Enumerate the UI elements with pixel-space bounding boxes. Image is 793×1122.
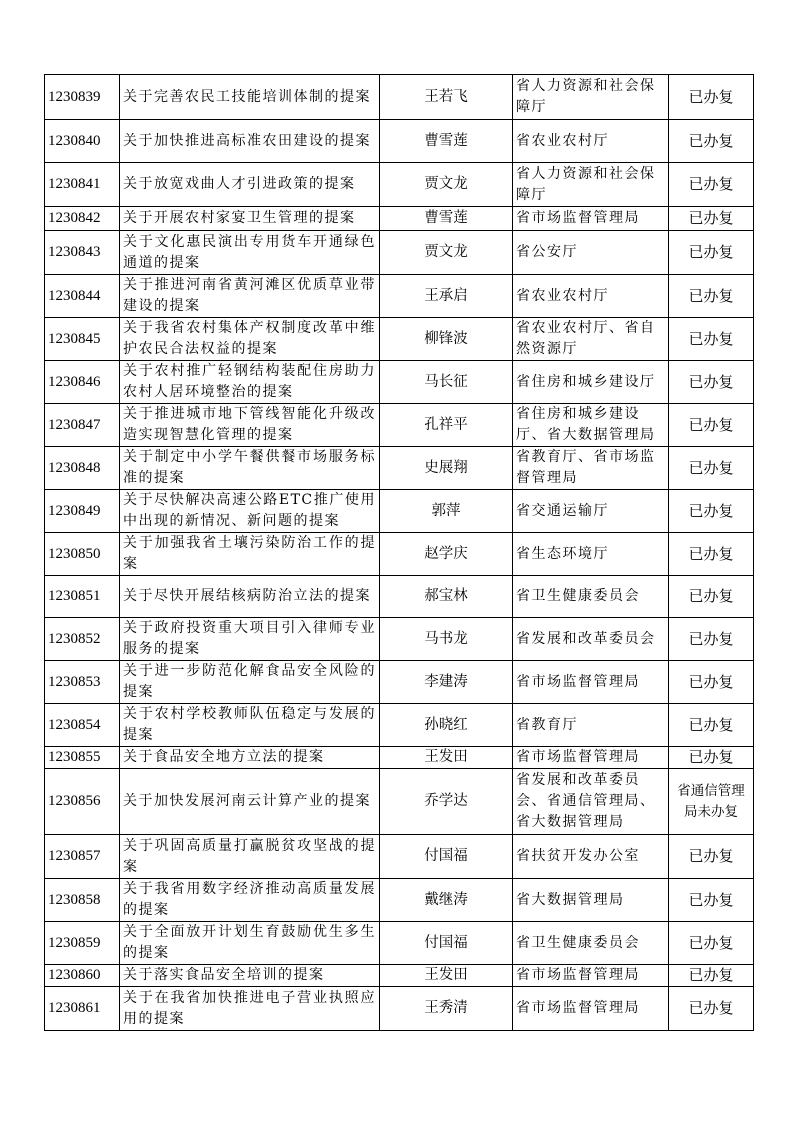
table-row <box>45 163 754 207</box>
table-row <box>45 769 754 835</box>
status-text: 已办复 <box>669 318 754 361</box>
proposal-title: 关于进一步防范化解食品安全风险的提案 <box>120 661 380 704</box>
proposer-name: 马书龙 <box>380 618 513 661</box>
status-text: 已办复 <box>669 207 754 231</box>
handling-unit: 省发展和改革委员会、省通信管理局、省大数据管理局 <box>513 769 669 835</box>
proposal-number: 1230861 <box>45 987 120 1031</box>
proposal-title: 关于政府投资重大项目引入律师专业服务的提案 <box>120 618 380 661</box>
proposal-number: 1230856 <box>45 769 120 835</box>
proposer-name: 乔学达 <box>380 769 513 835</box>
table-row <box>45 447 754 490</box>
table-row <box>45 704 754 747</box>
proposal-title: 关于加快推进高标准农田建设的提案 <box>120 120 380 163</box>
proposal-title: 关于在我省加快推进电子营业执照应用的提案 <box>120 987 380 1031</box>
proposal-number: 1230843 <box>45 231 120 275</box>
proposer-name: 曹雪莲 <box>380 207 513 231</box>
status-text: 已办复 <box>669 835 754 879</box>
handling-unit: 省农业农村厅、省自然资源厅 <box>513 318 669 361</box>
table-row <box>45 404 754 447</box>
proposal-number: 1230846 <box>45 361 120 404</box>
proposal-number: 1230842 <box>45 207 120 231</box>
proposer-name: 郭萍 <box>380 490 513 533</box>
proposal-title: 关于加快发展河南云计算产业的提案 <box>120 769 380 835</box>
status-text: 已办复 <box>669 879 754 922</box>
proposal-number: 1230854 <box>45 704 120 747</box>
status-text: 已办复 <box>669 965 754 987</box>
handling-unit: 省农业农村厅 <box>513 120 669 163</box>
proposer-name: 王承启 <box>380 275 513 318</box>
proposer-name: 贾文龙 <box>380 163 513 207</box>
handling-unit: 省住房和城乡建设厅 <box>513 361 669 404</box>
proposal-title: 关于我省用数字经济推动高质量发展的提案 <box>120 879 380 922</box>
proposal-number: 1230850 <box>45 533 120 576</box>
proposal-title: 关于放宽戏曲人才引进政策的提案 <box>120 163 380 207</box>
status-text: 已办复 <box>669 163 754 207</box>
proposer-name: 郝宝林 <box>380 576 513 618</box>
status-text: 已办复 <box>669 922 754 965</box>
proposer-name: 李建涛 <box>380 661 513 704</box>
status-text: 已办复 <box>669 447 754 490</box>
proposal-title: 关于农村推广轻钢结构装配住房助力农村人居环境整治的提案 <box>120 361 380 404</box>
table-row <box>45 965 754 987</box>
handling-unit: 省市场监督管理局 <box>513 747 669 769</box>
table-row <box>45 987 754 1031</box>
proposer-name: 王秀清 <box>380 987 513 1031</box>
proposal-title: 关于推进城市地下管线智能化升级改造实现智慧化管理的提案 <box>120 404 380 447</box>
proposer-name: 孔祥平 <box>380 404 513 447</box>
proposer-name: 王发田 <box>380 965 513 987</box>
handling-unit: 省市场监督管理局 <box>513 207 669 231</box>
proposer-name: 孙晓红 <box>380 704 513 747</box>
handling-unit: 省教育厅 <box>513 704 669 747</box>
proposal-title: 关于全面放开计划生育鼓励优生多生的提案 <box>120 922 380 965</box>
handling-unit: 省交通运输厅 <box>513 490 669 533</box>
status-text: 已办复 <box>669 747 754 769</box>
status-text: 已办复 <box>669 75 754 120</box>
proposal-number: 1230851 <box>45 576 120 618</box>
status-text: 已办复 <box>669 704 754 747</box>
proposal-number: 1230847 <box>45 404 120 447</box>
handling-unit: 省卫生健康委员会 <box>513 922 669 965</box>
table-row <box>45 275 754 318</box>
handling-unit: 省扶贫开发办公室 <box>513 835 669 879</box>
proposal-number: 1230849 <box>45 490 120 533</box>
status-text: 已办复 <box>669 275 754 318</box>
proposer-name: 柳锋波 <box>380 318 513 361</box>
proposal-table <box>44 74 754 1031</box>
status-text: 省通信管理局未办复 <box>669 769 754 835</box>
handling-unit: 省市场监督管理局 <box>513 987 669 1031</box>
handling-unit: 省市场监督管理局 <box>513 965 669 987</box>
proposer-name: 曹雪莲 <box>380 120 513 163</box>
handling-unit: 省公安厅 <box>513 231 669 275</box>
proposer-name: 赵学庆 <box>380 533 513 576</box>
status-text: 已办复 <box>669 576 754 618</box>
proposal-title: 关于我省农村集体产权制度改革中维护农民合法权益的提案 <box>120 318 380 361</box>
proposal-title: 关于加强我省土壤污染防治工作的提案 <box>120 533 380 576</box>
table-row <box>45 361 754 404</box>
proposal-number: 1230852 <box>45 618 120 661</box>
proposal-number: 1230841 <box>45 163 120 207</box>
proposal-title: 关于尽快开展结核病防治立法的提案 <box>120 576 380 618</box>
proposer-name: 马长征 <box>380 361 513 404</box>
proposal-title: 关于食品安全地方立法的提案 <box>120 747 380 769</box>
proposal-title: 关于尽快解决高速公路ETC推广使用中出现的新情况、新问题的提案 <box>120 490 380 533</box>
proposal-number: 1230845 <box>45 318 120 361</box>
status-text: 已办复 <box>669 618 754 661</box>
proposal-number: 1230860 <box>45 965 120 987</box>
table-row <box>45 533 754 576</box>
handling-unit: 省农业农村厅 <box>513 275 669 318</box>
status-text: 已办复 <box>669 533 754 576</box>
proposal-title: 关于制定中小学午餐供餐市场服务标准的提案 <box>120 447 380 490</box>
proposer-name: 史展翔 <box>380 447 513 490</box>
proposal-title: 关于农村学校教师队伍稳定与发展的提案 <box>120 704 380 747</box>
proposal-number: 1230855 <box>45 747 120 769</box>
table-row <box>45 879 754 922</box>
table-row <box>45 618 754 661</box>
table-row <box>45 120 754 163</box>
handling-unit: 省住房和城乡建设厅、省大数据管理局 <box>513 404 669 447</box>
proposal-title: 关于完善农民工技能培训体制的提案 <box>120 75 380 120</box>
proposal-title: 关于落实食品安全培训的提案 <box>120 965 380 987</box>
table-row <box>45 576 754 618</box>
handling-unit: 省人力资源和社会保障厅 <box>513 75 669 120</box>
handling-unit: 省卫生健康委员会 <box>513 576 669 618</box>
proposal-number: 1230853 <box>45 661 120 704</box>
status-text: 已办复 <box>669 404 754 447</box>
table-row <box>45 75 754 120</box>
proposal-number: 1230858 <box>45 879 120 922</box>
table-row <box>45 922 754 965</box>
handling-unit: 省生态环境厅 <box>513 533 669 576</box>
proposer-name: 王发田 <box>380 747 513 769</box>
table-row <box>45 661 754 704</box>
table-row <box>45 231 754 275</box>
handling-unit: 省市场监督管理局 <box>513 661 669 704</box>
proposal-title: 关于巩固高质量打赢脱贫攻坚战的提案 <box>120 835 380 879</box>
proposal-number: 1230848 <box>45 447 120 490</box>
handling-unit: 省发展和改革委员会 <box>513 618 669 661</box>
proposer-name: 戴继涛 <box>380 879 513 922</box>
proposal-title: 关于文化惠民演出专用货车开通绿色通道的提案 <box>120 231 380 275</box>
proposer-name: 王若飞 <box>380 75 513 120</box>
handling-unit: 省大数据管理局 <box>513 879 669 922</box>
status-text: 已办复 <box>669 361 754 404</box>
status-text: 已办复 <box>669 120 754 163</box>
proposal-number: 1230840 <box>45 120 120 163</box>
proposer-name: 贾文龙 <box>380 231 513 275</box>
proposal-number: 1230839 <box>45 75 120 120</box>
proposal-number: 1230844 <box>45 275 120 318</box>
table-row <box>45 835 754 879</box>
status-text: 已办复 <box>669 987 754 1031</box>
proposal-title: 关于推进河南省黄河滩区优质草业带建设的提案 <box>120 275 380 318</box>
status-text: 已办复 <box>669 661 754 704</box>
handling-unit: 省教育厅、省市场监督管理局 <box>513 447 669 490</box>
status-text: 已办复 <box>669 231 754 275</box>
table-row <box>45 490 754 533</box>
table-row <box>45 318 754 361</box>
status-text: 已办复 <box>669 490 754 533</box>
proposal-title: 关于开展农村家宴卫生管理的提案 <box>120 207 380 231</box>
proposer-name: 付国福 <box>380 922 513 965</box>
table-row <box>45 207 754 231</box>
handling-unit: 省人力资源和社会保障厅 <box>513 163 669 207</box>
proposer-name: 付国福 <box>380 835 513 879</box>
proposal-number: 1230857 <box>45 835 120 879</box>
proposal-number: 1230859 <box>45 922 120 965</box>
table-row <box>45 747 754 769</box>
